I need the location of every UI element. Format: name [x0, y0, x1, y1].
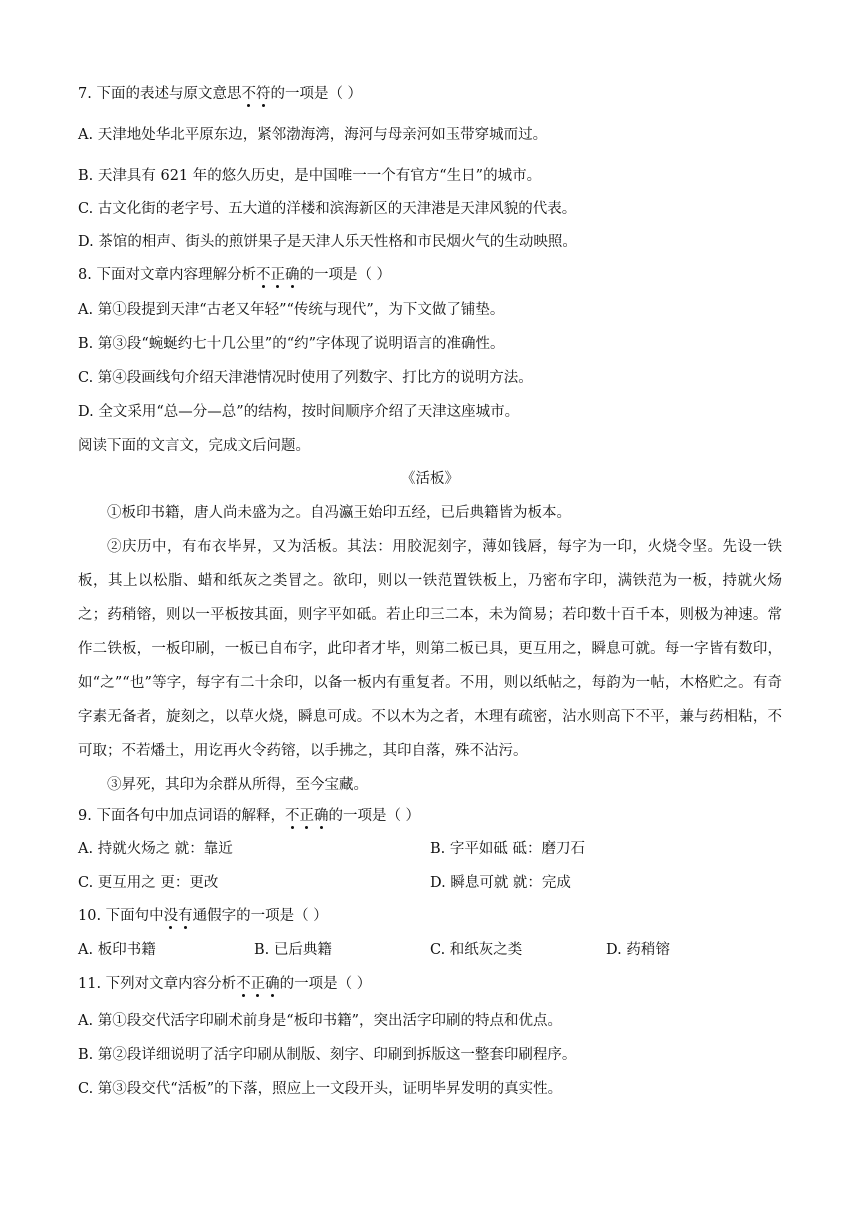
q10-option-a: A. 板印书籍 [78, 942, 156, 958]
q7-stem-b: 的一项是（ ） [270, 86, 363, 102]
q9-option-c: C. 更互用之 更：更改 [78, 875, 219, 891]
q7-option-a: A. 天津地处华北平原东边，紧邻渤海湾，海河与母亲河如玉带穿城而过。 [78, 127, 548, 143]
q8-option-b: B. 第③段“蜿蜒约七十几公里”的“约”字体现了说明语言的准确性。 [78, 336, 505, 352]
q8-stem-b: 的一项是（ ） [299, 267, 392, 283]
emphasis-char: 没 [163, 908, 179, 924]
q11-stem-b: 的一项是（ ） [279, 976, 372, 992]
q7-option-c: C. 古文化街的老字号、五大道的洋楼和滨海新区的天津港是天津风貌的代表。 [78, 201, 577, 217]
q9-stem-b: 的一项是（ ） [328, 808, 421, 824]
q9-option-a: A. 持就火炀之 就：靠近 [78, 841, 233, 857]
emphasis-char: 不 [236, 976, 251, 992]
passage-title: 《活板》 [401, 471, 459, 487]
q7-stem [78, 84, 362, 104]
q9-stem-emphasis [285, 808, 329, 824]
q10-stem-emphasis [164, 908, 193, 924]
emphasis-char: 正 [270, 267, 285, 283]
q10-option-d: D. 药稍镕 [606, 942, 670, 958]
emphasis-char: 确 [265, 976, 280, 992]
q10-option-c: C. 和纸灰之类 [430, 942, 523, 958]
passage-paragraph-2: ②庆历中，有布衣毕昇，又为活板。其法：用胶泥刻字，薄如钱唇，每字为一印，火烧令坚。先设一铁板，其上以松脂、蜡和纸灰之类冒之。欲印，则以一铁范置铁板上，乃密布字印，满铁范为一板，持就火炀之；药稍镕，则以一平板按其面，则字平如砥。若止印三二本，未为简易；若印数十百千本，则极为神速。常作二铁板，一板印刷，一板已自布字，此印者才毕，则第二板已具，更互用之，瞬息可就。每一字皆有数印，如“之”“也”等字，每字有二十余印，以备一板内有重复者。不用，则以纸帖之，每韵为一帖，木格贮之。有奇字素无备者，旋刻之，以草火烧，瞬息可成。不以木为之者，木理有疏密，沾水则高下不平，兼与药相粘，不可取；不若燔土，用讫再火令药镕，以手拂之，其印自落，殊不沾污。 [78, 539, 782, 759]
q9-option-d: D. 瞬息可就 就：完成 [430, 875, 571, 891]
emphasis-char: 正 [299, 808, 314, 824]
q10-stem-a: 10. 下面句中 [78, 908, 164, 924]
q8-stem-a: 8. 下面对文章内容理解分析 [78, 267, 256, 283]
q9-stem [78, 806, 420, 826]
q11-option-c: C. 第③段交代“活板”的下落，照应上一文段开头，证明毕昇发明的真实性。 [78, 1081, 563, 1097]
emphasis-char: 不 [241, 86, 256, 102]
emphasis-char: 不 [284, 808, 300, 824]
q11-stem-a: 11. 下列对文章内容分析 [78, 976, 237, 992]
emphasis-char: 符 [255, 86, 271, 102]
emphasis-char: 确 [313, 808, 329, 824]
q9-stem-a: 9. 下面各句中加点词语的解释， [78, 808, 285, 824]
emphasis-char: 正 [250, 976, 266, 992]
q9-option-b: B. 字平如砥 砥：磨刀石 [430, 841, 585, 857]
q11-stem-emphasis [236, 976, 280, 992]
q8-option-a: A. 第①段提到天津“古老又年轻”“传统与现代”，为下文做了铺垫。 [78, 302, 505, 318]
q7-option-d: D. 茶馆的相声、街头的煎饼果子是天津人乐天性格和市民烟火气的生动映照。 [78, 234, 577, 250]
q8-option-d: D. 全文采用“总—分—总”的结构，按时间顺序介绍了天津这座城市。 [78, 404, 520, 420]
q10-option-b: B. 已后典籍 [254, 942, 332, 958]
q8-stem [78, 265, 391, 285]
emphasis-char: 不 [255, 267, 271, 283]
q7-stem-emphasis [241, 86, 270, 102]
q11-option-b: B. 第②段详细说明了活字印刷从制版、刻字、印刷到拆版这一整套印刷程序。 [78, 1047, 577, 1063]
q11-option-a: A. 第①段交代活字印刷术前身是“板印书籍”，突出活字印刷的特点和优点。 [78, 1013, 563, 1029]
emphasis-char: 确 [284, 267, 300, 283]
passage-paragraph-3: ③昇死，其印为余群从所得，至今宝藏。 [107, 777, 368, 793]
q11-stem [78, 974, 371, 994]
reading-instruction: 阅读下面的文言文，完成文后问题。 [78, 438, 310, 454]
q8-stem-emphasis [256, 267, 300, 283]
passage-paragraph-1: ①板印书籍，唐人尚未盛为之。自冯瀛王始印五经，已后典籍皆为板本。 [107, 505, 571, 521]
q8-option-c: C. 第④段画线句介绍天津港情况时使用了列数字、打比方的说明方法。 [78, 370, 533, 386]
q10-stem-b: 通假字的一项是（ ） [192, 908, 328, 924]
q7-option-b: B. 天津具有 621 年的悠久历史，是中国唯一一个有官方“生日”的城市。 [78, 168, 542, 184]
q7-stem-a: 7. 下面的表述与原文意思 [78, 86, 242, 102]
q10-stem [78, 906, 328, 926]
emphasis-char: 有 [178, 908, 193, 924]
